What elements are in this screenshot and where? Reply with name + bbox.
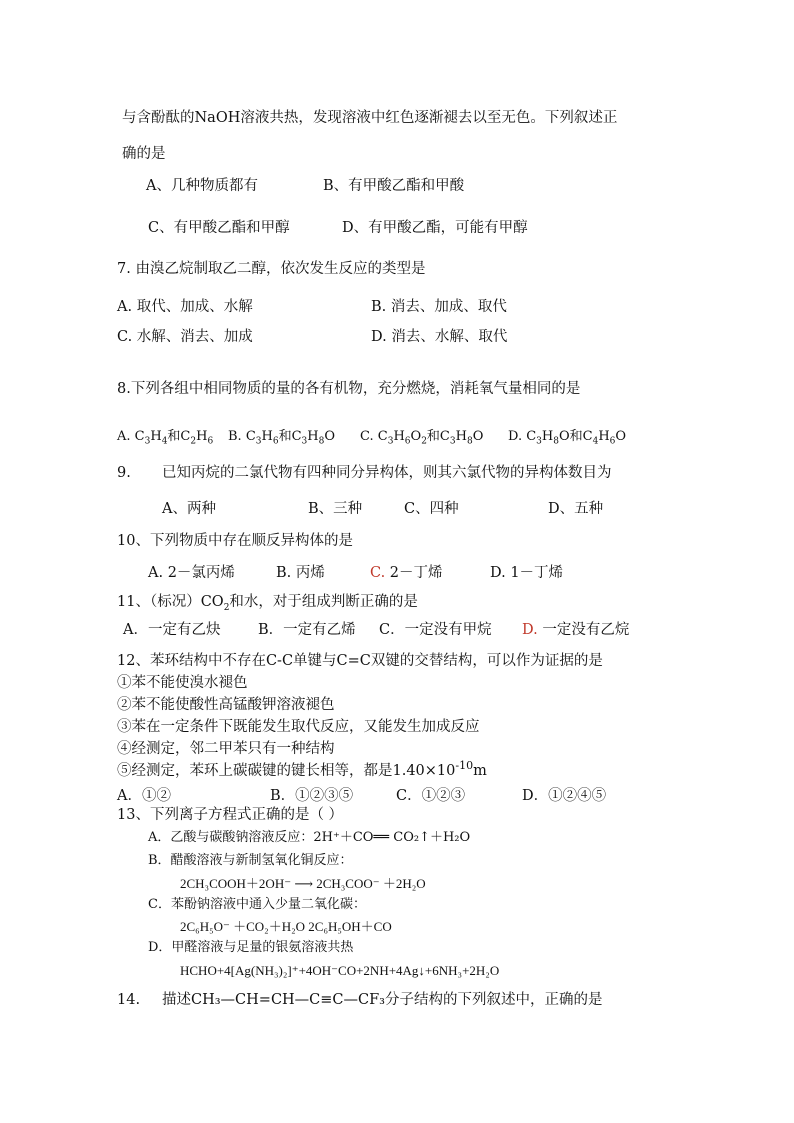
q7-option-b: B. 消去、加成、取代 [371,299,507,315]
q13-option-c-equation: 2C₆H₅O⁻ ＋CO₂＋H₂O 2C₆H₅OH＋CO [180,919,392,934]
q11-stem: 11、（标况）$CO_2$和水，对于组成判断正确的是 [117,594,418,613]
q13-option-d-equation: HCHO+4[Ag(NH₃)₂]⁺+4OH⁻CO+2NH+4Ag↓+6NH₃+2H₂O [180,963,500,978]
q9-number: 9. [117,465,131,481]
q12-statement-2: ②苯不能使酸性高锰酸钾溶液褪色 [117,697,335,713]
q8-stem: 8.下列各组中相同物质的量的各有机物，充分燃烧，消耗氧气量相同的是 [117,381,581,397]
q8-option-b: B. $C_3H_6$和$C_3H_8O$ [228,429,336,447]
q8-option-a: A. $C_3H_4$和$C_2H_6$ [117,429,214,447]
q7-stem: 7. 由溴乙烷制取乙二醇，依次发生反应的类型是 [117,261,426,277]
q12-statement-1: ①苯不能使溴水褪色 [117,675,248,691]
q11-option-a: A．一定有乙炔 [123,622,221,638]
q9-stem: 已知丙烷的二氯代物有四种同分异构体，则其六氯代物的异构体数目为 [162,465,612,481]
q6-stem-line1: 与含酚酞的NaOH溶液共热，发现溶液中红色逐渐褪去以至无色。下列叙述正 [122,110,618,126]
q6-option-b: B、有甲酸乙酯和甲酸 [323,178,465,194]
q8-option-c: C. $C_3H_6O_2$和$C_3H_8O$ [360,429,484,447]
q13-option-c: C．苯酚钠溶液中通入少量二氧化碳： [148,897,366,912]
q13-option-b: B．醋酸溶液与新制氢氧化铜反应： [148,853,353,868]
q12-statement-3: ③苯在一定条件下既能发生取代反应，又能发生加成反应 [117,719,480,735]
q7-option-c: C. 水解、消去、加成 [117,329,253,345]
q10-option-d: D. 1－丁烯 [490,565,564,581]
q9-option-b: B、三种 [308,501,363,517]
q8-option-d: D. $C_3H_8O$和$C_4H_6O$ [508,429,627,447]
q11-option-d: D. 一定没有乙烷 [522,622,630,638]
q10-option-c: C. 2－丁烯 [370,565,443,581]
q14-number: 14. [117,992,141,1008]
q12-statement-5: ⑤经测定，苯环上碳碳键的键长相等，都是$1.40\times 10^{-10}m$ [117,759,487,779]
q12-option-a: A．①② [117,788,171,804]
q12-option-c: C．①②③ [396,788,466,804]
q10-option-a: A. 2－氯丙烯 [148,565,235,581]
q9-option-c: C、四种 [404,501,459,517]
q12-option-b: B．①②③⑤ [270,788,354,804]
q6-stem-line2: 确的是 [122,146,166,162]
q11-option-b: B．一定有乙烯 [258,622,356,638]
q10-stem: 10、下列物质中存在顺反异构体的是 [117,533,353,549]
q13-stem: 13、下列离子方程式正确的是（ ） [117,807,344,823]
q7-option-d: D. 消去、水解、取代 [371,329,508,345]
q12-option-d: D．①②④⑤ [522,788,607,804]
q13-option-a: A．乙酸与碳酸钠溶液反应：2H⁺＋CO══ CO₂↑＋H₂O [148,830,471,845]
q13-option-b-equation: 2CH₃COOH＋2OH⁻ ⟶ 2CH₃COO⁻ ＋2H₂O [180,876,426,891]
q7-option-a: A. 取代、加成、水解 [117,299,253,315]
q11-option-c: C．一定没有甲烷 [379,622,492,638]
q10-option-b: B. 丙烯 [276,565,325,581]
q6-option-c: C、有甲酸乙酯和甲醇 [148,220,290,236]
q10-option-c-label: 2－丁烯 [385,565,443,581]
q9-option-a: A、两种 [162,501,216,517]
q9-option-d: D、五种 [548,501,604,517]
q14-stem: 描述CH₃—CH=CH—C≡C—CF₃分子结构的下列叙述中，正确的是 [162,992,603,1008]
q13-option-d: D．甲醛溶液与足量的银氨溶液共热 [148,940,354,955]
q12-statement-4: ④经测定，邻二甲苯只有一种结构 [117,741,335,757]
q6-option-a: A、几种物质都有 [146,178,258,194]
q6-option-d: D、有甲酸乙酯，可能有甲醇 [342,220,528,236]
q12-stem: 12、苯环结构中不存在C-C单键与C=C双键的交替结构，可以作为证据的是 [117,653,603,669]
